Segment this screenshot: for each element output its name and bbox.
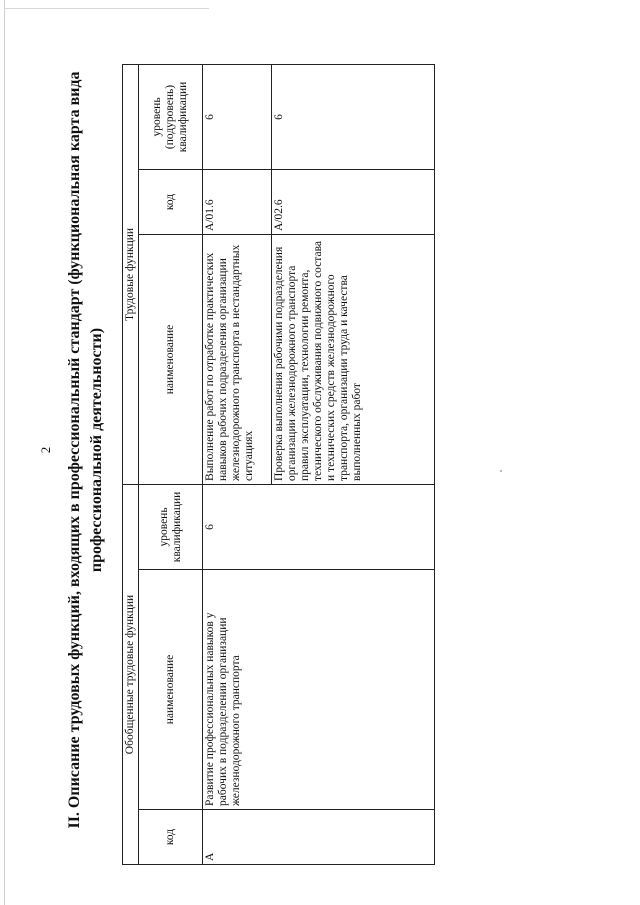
generalized-name: Развитие профессиональных навыков у рабочих в подразделении организации железнодорожного транспорта <box>203 570 435 810</box>
group-labor-header: Трудовые функции <box>123 64 139 484</box>
function-code: А/01.6 <box>203 169 272 234</box>
header-row-groups <box>123 64 139 864</box>
col-name2-header: наименование <box>139 234 203 484</box>
col-level2-header: уровень (подуровень) квалификации <box>139 64 203 169</box>
function-name: Проверка выполнения рабочими подразделения организации железнодорожного транспорта правил эксплуатации, технологии ремонта, технического обслуживания подвижного состава и технических средств железнодорожного транспорта, организации труда и качества выполненных работ <box>272 234 435 484</box>
table-row <box>203 64 272 864</box>
function-level: 6 <box>272 64 435 169</box>
generalized-code: А <box>203 810 435 865</box>
col-level-header: уровень квалификации <box>139 484 203 569</box>
functional-map-table <box>122 64 435 865</box>
function-level: 6 <box>203 64 272 169</box>
function-name: Выполнение работ по отработке практических навыков рабочих подразделения организации железнодорожного транспорта в нестандартных ситуациях <box>203 234 272 484</box>
title-line-2: профессиональной деятельности) <box>88 327 105 573</box>
header-row-columns <box>139 64 203 864</box>
scan-edge <box>4 0 5 905</box>
section-title <box>64 55 108 845</box>
group-generalized-header: Обобщенные трудовые функции <box>123 484 139 864</box>
col-code2-header: код <box>139 169 203 234</box>
generalized-level: 6 <box>203 484 435 569</box>
col-code-header: код <box>139 810 203 865</box>
page-number: 2 <box>38 446 53 454</box>
scan-edge-top <box>4 8 209 9</box>
function-code: А/02.6 <box>272 169 435 234</box>
rotated-page <box>12 35 612 865</box>
title-line-1: II. Описание трудовых функций, входящих в профессиональный стандарт (функциональная карта вида <box>66 71 83 829</box>
col-name-header: наименование <box>139 570 203 810</box>
